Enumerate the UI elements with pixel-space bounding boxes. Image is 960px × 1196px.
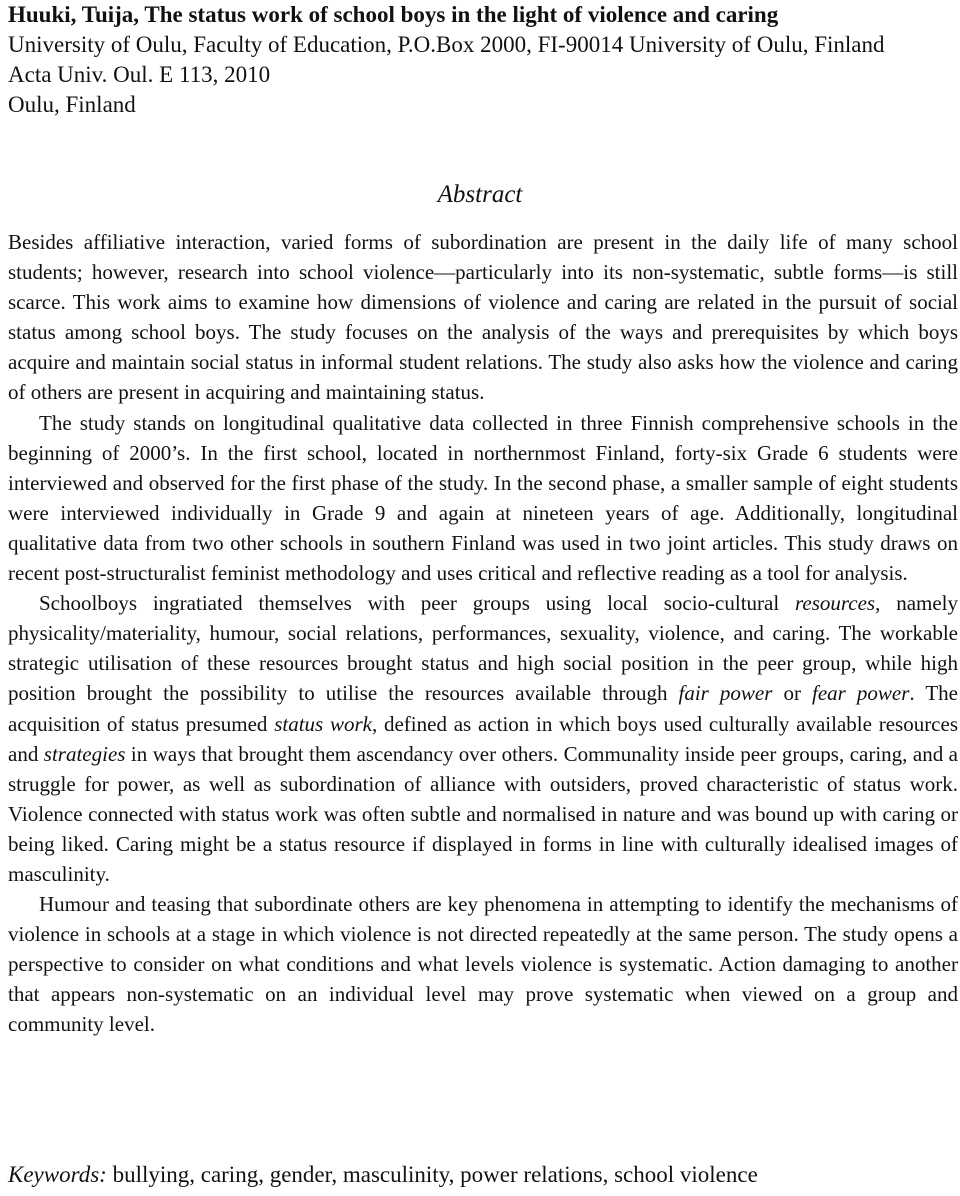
p3-term-resources: resources [795,591,876,616]
p3-text-5: , defined as action in which boys used culturally available resources and [8,711,959,766]
p3-text-1: Schoolboys ingratiated themselves with peer groups using local socio-cultural [39,591,796,616]
abstract-heading: Abstract [437,181,523,208]
abstract-paragraph-4: Humour and teasing that subordinate others are key phenomena in attempting to identify the mechanisms of violence in schools at a stage in which violence is not directed repeatedly at the same person. The study opens a perspective to consider on what conditions and what levels violence is systematic. Action damaging to another that appears non-systematic on an individual level may prove systematic when viewed on a group and community level. [8,892,958,1037]
place-line: Oulu, Finland [8,92,136,117]
p3-term-fear-power: fear power [812,681,910,706]
abstract-paragraph-2: The study stands on longitudinal qualitative data collected in three Finnish comprehensive schools in the beginning of 2000’s. In the first school, located in northernmost Finland, forty-six Grade 6 students were interviewed and observed for the first phase of the study. In the second phase, a smaller sample of eight students were interviewed individually in Grade 9 and again at nineteen years of age. Additionally, longitudinal qualitative data from two other schools in southern Finland was used in two joint articles. This study draws on recent post-structuralist feminist methodology and uses critical and reflective reading as a tool for analysis. [8,410,958,586]
keywords-label: Keywords: [8,1162,107,1187]
document-title: Huuki, Tuija, The status work of school boys in the light of violence and caring [8,2,779,27]
p3-term-fair-power: fair power [678,681,773,706]
keywords-line [8,1159,958,1191]
p3-text-4: . The acquisition of status presumed [8,681,959,736]
abstract-body [8,227,958,1040]
p3-term-strategies: strategies [43,741,126,766]
abstract-paragraph-3 [8,588,958,889]
keywords-list: bullying, caring, gender, masculinity, power relations, school violence [106,1162,758,1187]
p3-text-2: , namely physicality/materiality, humour, social relations, performances, sexuality, violence, and caring. The workable strategic utilisation of these resources brought status and high social position in the peer group, while high position brought the possibility to utilise the resources available through [8,591,959,706]
series-line: Acta Univ. Oul. E 113, 2010 [8,62,271,87]
p3-text-6: in ways that brought them ascendancy over others. Communality inside peer groups, caring, and a struggle for power, as well as subordination of alliance with outsiders, proved characteristic of status work. Violence connected with status work was often subtle and normalised in nature and was bound up with caring or being liked. Caring might be a status resource if displayed in forms in line with culturally idealised images of masculinity. [8,741,958,886]
p3-text-3: or [772,681,813,706]
abstract-paragraph-1: Besides affiliative interaction, varied forms of subordination are present in the daily life of many school students; however, research into school violence—particularly into its non-systematic, subtle forms—is still scarce. This work aims to examine how dimensions of violence and caring are related in the pursuit of social status among school boys. The study focuses on the analysis of the ways and prerequisites by which boys acquire and maintain social status in informal student relations. The study also asks how the violence and caring of others are present in acquiring and maintaining status. [8,230,958,405]
bibliographic-header [8,0,952,120]
affiliation-line: University of Oulu, Faculty of Education, P.O.Box 2000, FI-90014 University of Oulu, Finland [8,32,885,57]
p3-term-status-work: status work [274,711,372,736]
